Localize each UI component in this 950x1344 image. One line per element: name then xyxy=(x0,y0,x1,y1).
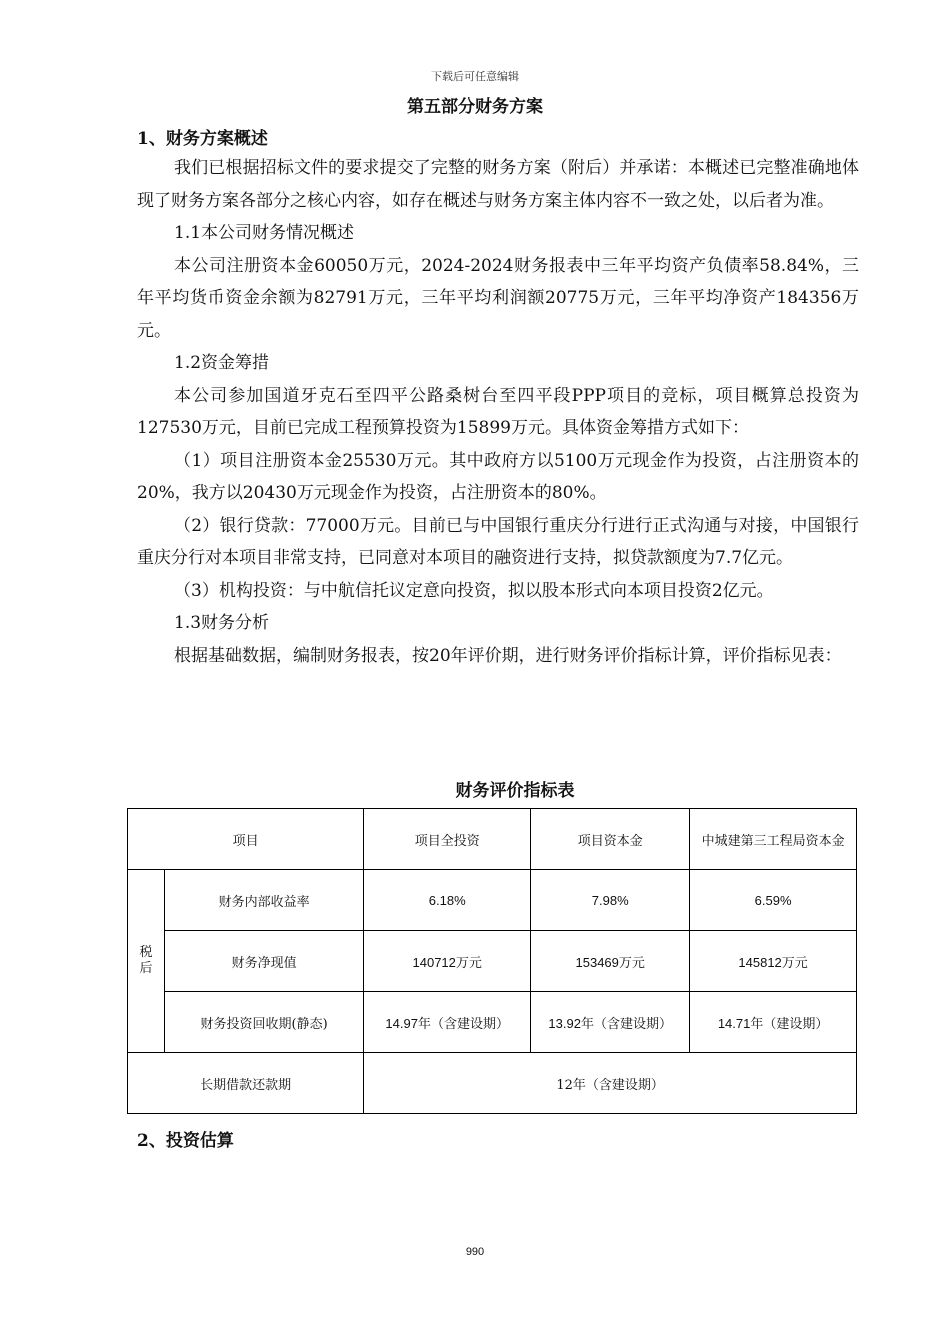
footer-label-cell: 长期借款还款期 xyxy=(128,1053,364,1114)
table-cell: 153469万元 xyxy=(531,931,690,992)
intro-paragraph: 我们已根据招标文件的要求提交了完整的财务方案（附后）并承诺：本概述已完整准确地体现了财务方案各部分之核心内容，如存在概述与财务方案主体内容不一致之处，以后者为准。 xyxy=(137,158,859,211)
row-label-cell: 财务内部收益率 xyxy=(165,870,364,931)
table-row xyxy=(128,992,857,1053)
page-number: 990 xyxy=(465,1246,485,1258)
table-header-cell: 项目全投资 xyxy=(364,809,531,870)
section1-body xyxy=(137,152,859,672)
subsection-1-2-text: 本公司参加国道牙克石至四平公路桑树台至四平段PPP项目的竞标，项目概算总投资为127530万元，目前已完成工程预算投资为15899万元。具体资金筹措方式如下： xyxy=(137,385,859,438)
table-row xyxy=(128,931,857,992)
table-cell: 14.97年（含建设期） xyxy=(364,992,531,1053)
header-note: 下载后可任意编辑 xyxy=(431,70,519,83)
subsection-1-3-text: 根据基础数据，编制财务报表，按20年评价期，进行财务评价指标计算，评价指标见表： xyxy=(174,645,842,666)
financial-indicator-table xyxy=(127,808,857,1114)
funding-item-2: （2）银行贷款：77000万元。目前已与中国银行重庆分行进行正式沟通与对接，中国银行重庆分行对本项目非常支持，已同意对本项目的融资进行支持，拟贷款额度为7.7亿元。 xyxy=(137,515,859,568)
funding-item-1: （1）项目注册资本金25530万元。其中政府方以5100万元现金作为投资，占注册资本的20%，我方以20430万元现金作为投资，占注册资本的80%。 xyxy=(137,450,859,503)
row-label-cell: 财务净现值 xyxy=(165,931,364,992)
table-cell: 6.18% xyxy=(364,870,531,931)
table-row xyxy=(128,870,857,931)
table-cell: 6.59% xyxy=(690,870,857,931)
table-header-cell: 中城建第三工程局资本金 xyxy=(690,809,857,870)
subsection-1-1-text: 本公司注册资本金60050万元，2024-2024财务报表中三年平均资产负债率58.84%，三年平均货币资金余额为82791万元，三年平均利润额20775万元，三年平均净资产184356万元。 xyxy=(137,255,859,341)
group-label-cell xyxy=(128,870,165,1053)
table-header-row xyxy=(128,809,857,870)
table-header-cell: 项目 xyxy=(128,809,364,870)
part-title: 第五部分财务方案 xyxy=(407,97,543,117)
subsection-1-3-heading: 1.3财务分析 xyxy=(174,613,270,633)
funding-item-3: （3）机构投资：与中航信托议定意向投资，拟以股本形式向本项目投资2亿元。 xyxy=(174,580,774,601)
subsection-1-1-heading: 1.1本公司财务情况概述 xyxy=(174,223,355,243)
section2-heading: 2、投资估算 xyxy=(137,1131,234,1151)
table-cell: 145812万元 xyxy=(690,931,857,992)
footer-value-cell: 12年（含建设期） xyxy=(364,1053,857,1114)
group-label: 税后 xyxy=(139,945,153,976)
subsection-1-2-heading: 1.2资金筹措 xyxy=(174,353,270,373)
table-caption: 财务评价指标表 xyxy=(455,781,575,801)
table-header-cell: 项目资本金 xyxy=(531,809,690,870)
table-cell: 7.98% xyxy=(531,870,690,931)
table-footer-row xyxy=(128,1053,857,1114)
table-cell: 13.92年（含建设期） xyxy=(531,992,690,1053)
table-cell: 140712万元 xyxy=(364,931,531,992)
table-cell: 14.71年（建设期） xyxy=(690,992,857,1053)
section1-heading: 1、财务方案概述 xyxy=(137,129,268,149)
row-label-cell: 财务投资回收期(静态) xyxy=(165,992,364,1053)
